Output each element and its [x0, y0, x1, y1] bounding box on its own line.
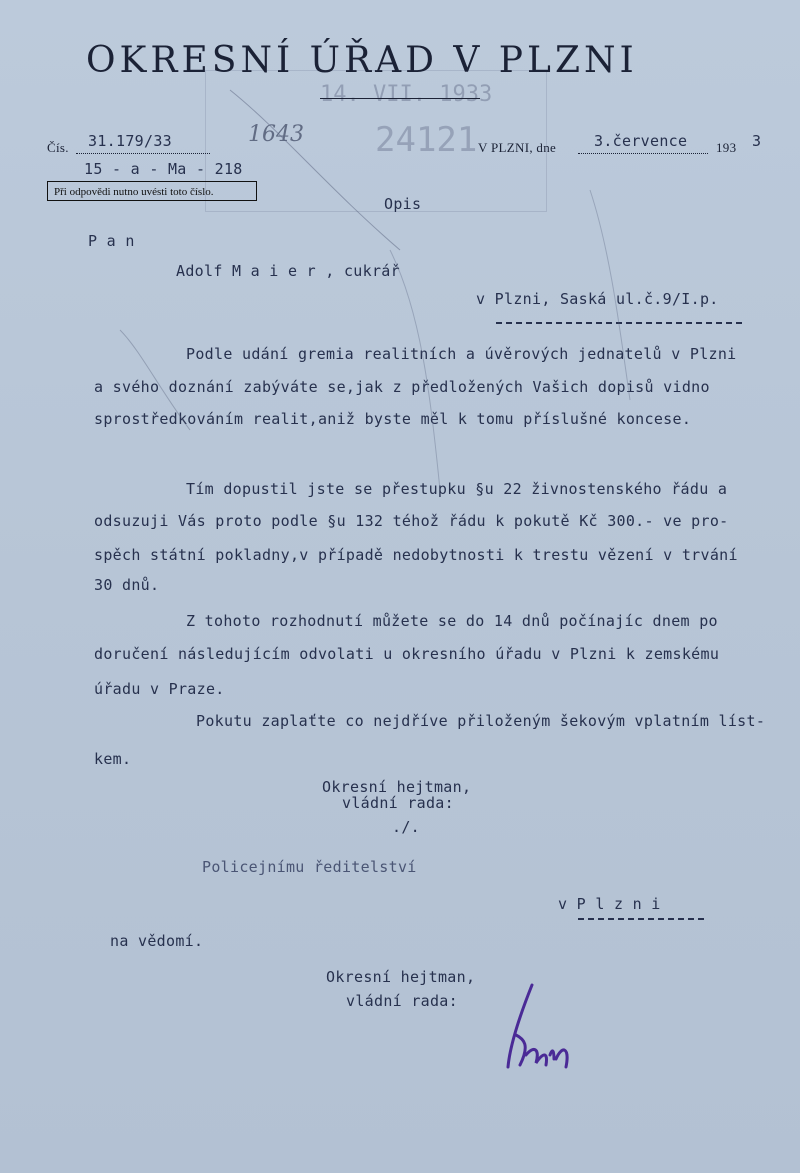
paragraph-2-line-2: odsuzuji Vás proto podle §u 132 téhož řádu k pokutě Kč 300.- ve pro-	[94, 512, 729, 530]
addressee-address: v Plzni, Saská ul.č.9/I.p.	[476, 290, 719, 308]
addressee-name: Adolf M a i e r , cukrář	[176, 262, 400, 280]
file-code: 15 - a - Ma - 218	[84, 160, 243, 178]
signatory-rank: vládní rada:	[342, 794, 454, 812]
signatory-title: Okresní hejtman,	[322, 778, 472, 796]
paragraph-2-line-4: 30 dnů.	[94, 576, 160, 594]
paragraph-1-line-2: a svého doznání zabýváte se,jak z předložených Vašich dopisů vidno	[94, 378, 710, 396]
reference-label: Čís.	[47, 140, 69, 155]
paragraph-3-line-1: Z tohoto rozhodnutí můžete se do 14 dnů počínajíc dnem po	[186, 612, 718, 630]
year-suffix: 3	[752, 132, 762, 150]
date-value: 3.července	[594, 132, 688, 150]
paragraph-2-line-1: Tím dopustil jste se přestupku §u 22 živnostenského řádu a	[186, 480, 728, 498]
paragraph-4-line-2: kem.	[94, 750, 132, 768]
paragraph-4-line-1: Pokutu zaplaťte co nejdříve přiloženým šekovým vplatním líst-	[196, 712, 766, 730]
stamp-number: 24121	[375, 120, 478, 160]
paragraph-1-line-3: sprostředkováním realit,aniž byste měl k tomu příslušné koncese.	[94, 410, 692, 428]
paragraph-2-line-3: spěch státní pokladny,v případě nedobytnosti k trestu vězení v trvání	[94, 546, 738, 564]
city-underline	[578, 918, 704, 920]
signatory-2-title: Okresní hejtman,	[326, 968, 476, 986]
stamp-handwritten-number: 1643	[248, 122, 304, 147]
place-date-label: V PLZNI, dne	[478, 140, 557, 155]
paragraph-1-line-1: Podle udání gremia realitních a úvěrových jednatelů v Plzni	[186, 345, 737, 363]
reference-number: 31.179/33	[88, 132, 172, 150]
signature-mark: ./.	[392, 818, 420, 836]
salutation: P a n	[88, 232, 135, 250]
handwritten-signature	[490, 975, 580, 1075]
paragraph-3-line-3: úřadu v Praze.	[94, 680, 225, 698]
signatory-2-rank: vládní rada:	[346, 992, 458, 1010]
pencil-annotations	[100, 70, 660, 710]
office-letterhead: OKRESNÍ ÚŘAD V PLZNI	[86, 40, 638, 81]
paragraph-3-line-2: doručení následujícím odvolati u okresního úřadu v Plzni k zemskému	[94, 645, 720, 663]
copy-note: na vědomí.	[110, 932, 204, 950]
copy-recipient-city: v P l z n i	[558, 895, 661, 913]
stamp-date: 14. VII. 1933	[320, 82, 493, 107]
copy-recipient: Policejnímu ředitelství	[202, 858, 417, 876]
reference-notice-box: Při odpovědi nutno uvésti toto číslo.	[47, 181, 257, 201]
year-prefix: 193	[716, 140, 737, 155]
copy-marker: Opis	[384, 195, 422, 213]
